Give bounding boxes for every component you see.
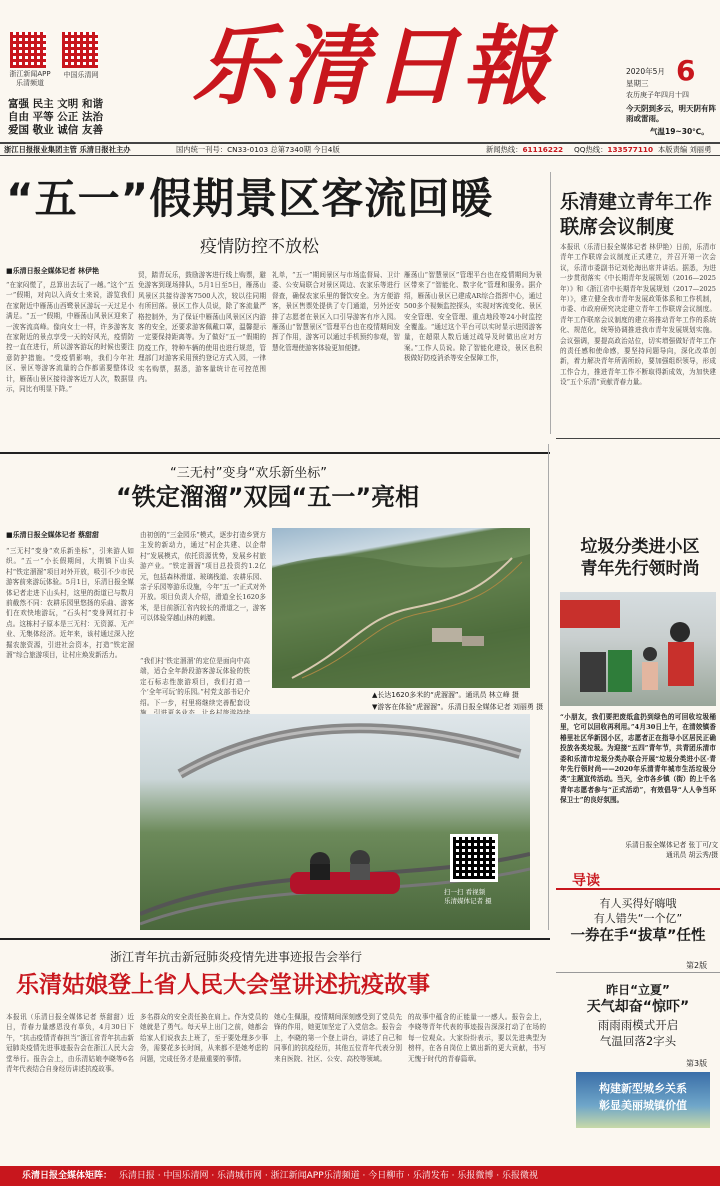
info-bar: 浙江日报报业集团主管 乐清日报社主办 国内统一刊号：CN33-0103 总第7340期 今日4版 新闻热线：61116222 QQ热线：133577110 本版责编 刘丽勇 [0, 142, 720, 156]
qr2-label: 中国乐清网 [63, 71, 99, 79]
lead-byline: ■乐清日报全媒体记者 林伊艳 [6, 267, 100, 275]
footer-items: 乐清日报 · 中国乐清网 · 乐清城市网 · 浙江新闻APP乐清频道 · 今日柳市 · 乐清发布 · 乐报微博 · 乐报微视 [118, 1171, 538, 1181]
temperature: 气温19~30℃。 [650, 127, 709, 136]
lead-col-1: “在家闷慌了，总算出去玩了一趟。”这个“五一”假期，对向以入尚女士来说，游览我们在家附近中雁荡山西鹭景区游玩一天过足小满足。“五一”假期，中雁荡山风景区迎来了一波客流高峰。像向女士一样，许多游客友在家附近的景点享受一天的好风光，疫情防控一直在进行，所以游客游玩的时候也要注意防护措施。“受疫情影响，我们今年社区、景区等游客流量的合作都需要整体设计，雁荡山景区接待游客近万人次，数据显示，同比有明显下降。” [6, 281, 134, 394]
bottom-col-1: 本报讯（乐清日报全媒体记者 蔡甜甜）近日，青春力量感恩没有辜负，4月30日下午，“抗击疫情青春担当”浙江省青年抗击新冠肺炎疫情先进事迹报告会在浙江人民大会堂举行。报告会上，由乐清姑娘李晓等6名青年代表结合自身经历讲述抗疫故事。 [6, 1013, 134, 1074]
qr-code-zjxw[interactable] [10, 32, 46, 68]
bottom-kicker: 浙江青年抗击新冠肺炎疫情先进事迹报告会举行 [110, 950, 363, 964]
feature-col-2: 由初创的“三金园乐”模式，逐步打造乡贤方主发的新动力，通过“村企共建、以企带村”发展模式，依托资源优势，发展乡村旅游产业。“铁定溜溜”项目总投资约1.2亿元，包括森林滑道、玻璃栈道、农耕乐园、亲子乐园等游乐设施，今年“五一”正式对外开放。项目负责人介绍，滑道全长1620多米，是目前浙江省内较长的滑道之一，游客可以体验穿越山林的刺激。 [140, 531, 266, 623]
right2-credit: 乐清日报全媒体记者 张丁可/文 通讯员 胡云秀/摄 [625, 841, 718, 859]
guide-ad-banner[interactable]: 构建新型城乡关系 彰显美丽城镇价值 [576, 1072, 710, 1128]
photo-garbage-sorting [560, 592, 716, 706]
weather: 今天阴到多云，明天阴有阵雨或雷雨。 [626, 104, 716, 123]
bottom-col-2: 多名群众的安全责任换在肩上。作为党员的她就是了勇气。每天早上出门之前，她都会给家人们说我去上班了，至于要处理多少事务，需要花多长时间，从来都不是她考虑的问题，完成任务才是最重要的事情。 [140, 1013, 268, 1063]
bottom-headline: 乐清姑娘登上省人民大会堂讲述抗疫故事 [16, 972, 430, 998]
guide-label: 导读 [556, 870, 720, 890]
lead-headline: “五一”假期景区客流回暖 [6, 174, 494, 223]
feature-byline: ■乐清日报全媒体记者 蔡甜甜 [6, 531, 100, 539]
guide-item-1[interactable]: 有人买得好嗨哦 有人错失“一个亿” 一券在手“拔草”任性 [570, 897, 706, 944]
qr1-label: 浙江新闻APP 乐清频道 [9, 70, 51, 87]
bottom-col-3: 她心生佩服，疫情期间深刻感受到了党员先锋的作用，她更加坚定了入党信念。报告会上，李晓的第一个登上讲台，讲述了自己和同事们的抗疫经历，其他五位青年代表分别来自医院、社区、公安、高校等领域。 [274, 1013, 402, 1063]
bottom-col-4: 的故事中蕴含的正能量一一感人。报告会上，李晓等青年代表的事迹报告深深打动了在场的每一位观众。大家纷纷表示，要以先进典型为榜样，在各自岗位上做出新的更大贡献，书写无愧于时代的青春篇章。 [408, 1013, 546, 1063]
lead-col-2: 贸，踏青玩乐，鼓励游客进行线上购票，避免游客到现场排队，5月1日至5日，雁荡山风景区共接待游客7500人次，较以往同期有所回落。景区工作人员说，除了客流量严格控制外，为了保证中雁荡山风景区区内游客的安全，还要求游客佩戴口罩，温馨提示一定要保持距离等。为了做好“五一”假期的防疫工作，特种车辆的使用也进行规范，管理部门对游客采用预约登记方式入园，一律实名购票，据悉，游客量统计在可控范围内。 [138, 271, 266, 384]
feature-headline: “铁定溜溜”双园“五一”亮相 [116, 483, 420, 511]
guide-item-2[interactable]: 昨日“立夏” 天气却奋“惊吓” 雨雨雨模式开启 气温回落2字头 [586, 983, 690, 1048]
masthead: 浙江新闻APP 乐清频道 中国乐清网 富强 民主 文明 和谐 自由 平等 公正 法治 爱国 敬业 诚信 友善 乐清日報 2020年5月 6 星期三 农历庚子年四月十四 今天阴到多云，明天阴有阵雨或雷雨。 气温19~30℃。 [0, 0, 720, 150]
right1-headline: 乐清建立青年工作联席会议制度 [560, 191, 713, 238]
video-qr-code[interactable] [450, 834, 498, 882]
footer-label: 乐清日报全媒体矩阵： [22, 1171, 113, 1181]
feature-col-3: “我们村‘铁定溜溜’的定位是面向中高端，适合全年龄段游客游玩体验的铁定石标志性旅游项目，我们打造一个‘全年可玩’的乐园。”村党支部书记介绍。下一步，村里将继续完善配套设 [140, 657, 250, 707]
feature-col-1: “三无村”变身“欢乐新坐标”，引来游人如织。“五一”小长假期间，大荆镇下山头村“铁定溜溜”项目对外开放，吸引不少市民游客前来游玩体验。5月1日，乐清日报全媒体记者走进下山头村，这里的街道已与数月前截然不同：农耕乐园里悠扬的乐曲、游客们在欢快地游玩，“石头村”变身网红打卡点。这栋村子原本是三无村：无资源、无产业、无集体经济。近年来，该村通过深入挖掘农旅资源，引进社会资本，打造“铁定溜溜”综合旅游项目，让村庄焕发新活力。 [6, 547, 134, 660]
guide-page-3: 第3版 [686, 1059, 708, 1068]
lead-col-3: 礼单，“五一”期间景区与市场监督局、卫计委、公安局联合对景区周边、农家乐等进行督查，确保农家乐里的餐饮安全。为方便游客，景区售票处提供了专门通道，另外还安排了志愿者在景区入口引导游客有序入园。雁荡山“智慧景区”管理平台也在疫情期间发挥了作用，游客可以通过手机预约参观，智慧化管理使游客体验更加便捷。 [272, 271, 400, 352]
masthead-logo: 乐清日報 [192, 16, 552, 117]
right1-text: 本报讯（乐清日报全媒体记者 林伊艳）日前，乐清市青年工作联席会议制度正式建立，并召开第一次会议，乐清市委副书记刘伦海出席并讲话。据悉，为进一步贯彻落实《中长期青年发展规划（2016—2025年）》和《浙江省中长期青年发展规划（2017—2025年）》，建立健全我市青年发展政策体系和工作机制，市委、市政府研究决定建立青年工作联席会议制度。青年工作联席会议制度的建立将推动青年工作的系统化、规范化，统筹协调推进我市青年发展规划实施。会议强调，要提高政治站位，切实增强做好青年工作的责任感和使命感，要坚持问题导向，深化改革创新，着力解决青年所需所盼，要加强组织领导，形成工作合力，推进青年工作不断取得新成效，为加快建设“五个乐清”贡献青春力量。 [560, 243, 716, 387]
lead-col-4: 雁荡山“智慧景区”管理平台也在疫情期间为景区带来了“智能化、数字化”管理和服务。据介绍，雁荡山景区已建成AR综合指挥中心，通过500多个视频监控探头，实现对客流变化、景区安全管理、安全管理、重点地段等24小时监控全覆盖。“通过这个平台可以实时显示进园游客量，在超限人数后通过疏导及时做出应对方案。”工作人员说。除了智能化建设，景区也积极做好防疫消杀等安全保障工作， [404, 271, 542, 363]
caption-1: ▲长达1620多米的“虎溜溜”。通讯员 林立峰 摄 [372, 691, 519, 699]
core-values: 富强 民主 文明 和谐 自由 平等 公正 法治 爱国 敬业 诚信 友善 [8, 98, 103, 136]
right2-headline: 垃圾分类进小区 青年先行领时尚 [580, 537, 700, 579]
photo-mountain-slide [272, 528, 530, 688]
footer-bar [0, 1166, 720, 1186]
qr-caption: 扫一扫 看视频 乐清媒体记者 摄 [444, 888, 492, 905]
qr-code-cnyueqing[interactable] [62, 32, 98, 68]
photo-riders [140, 714, 530, 930]
lead-subheadline: 疫情防控不放松 [200, 237, 319, 257]
guide-page-2: 第2版 [686, 961, 708, 970]
caption-2: ▼游客在体验“虎溜溜”。乐清日报全媒体记者 刘丽勇 摄 [372, 703, 544, 711]
right2-text: “小朋友，我们要把废纸盒扔到绿色的可回收垃圾桶里，它可以回收再利用。”4月30日上午，在清姣镇香椿里社区华新园小区，志愿者正在指导小区居民正确投放各类垃圾。为迎接“五四”青年节，共青团乐清市委和乐清市垃圾分类办联合开展“垃圾分类进小区·青年先行领时尚——2020年乐清青年城市生活垃圾分类”主题宣传活动。当天，全市各乡镇（街）的上千名青年志愿者参与“正式活动”，有效倡导“人人争当环保卫士”的良好氛围。 [560, 713, 716, 805]
feature-kicker: “三无村”变身“欢乐新坐标” [170, 466, 327, 481]
